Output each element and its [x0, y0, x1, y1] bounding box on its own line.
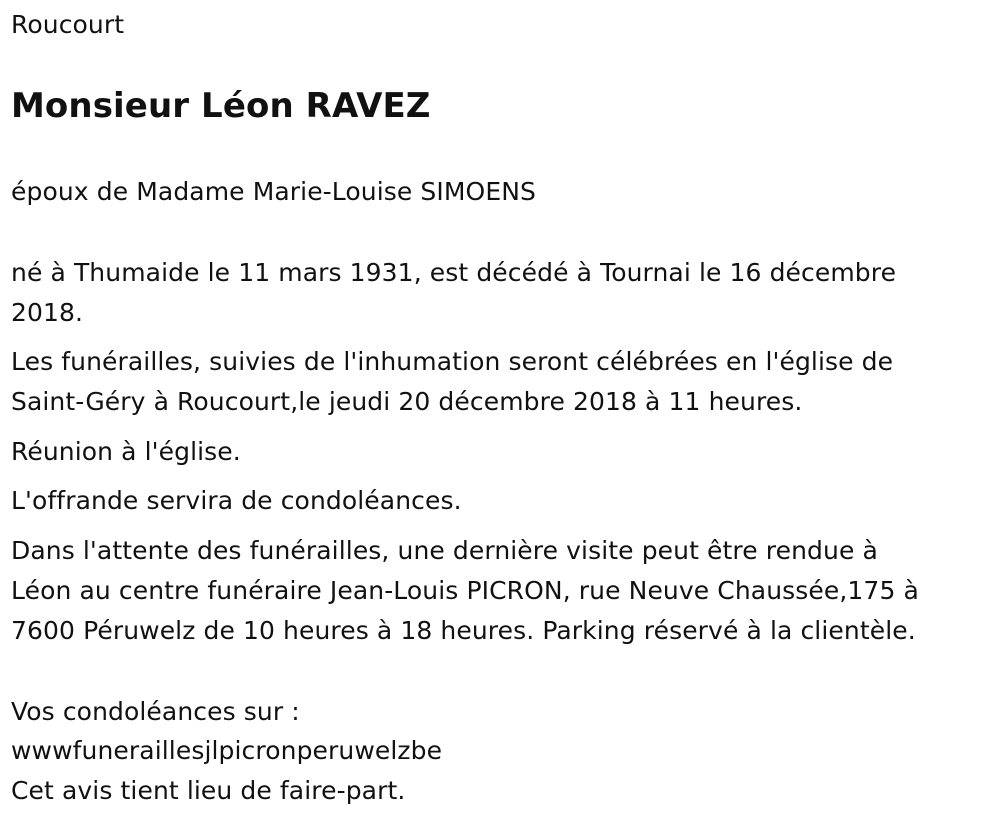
visit-line-1: Dans l'attente des funérailles, une dernière visite peut être rendue à: [11, 536, 878, 565]
visit-line-2: Léon au centre funéraire Jean-Louis PICRON, rue Neuve Chaussée,175 à: [11, 576, 919, 605]
notice-text: Cet avis tient lieu de faire-part.: [11, 776, 406, 805]
spouse-text: époux de Madame Marie-Louise SIMOENS: [11, 177, 536, 206]
funeral-line-1: Les funérailles, suivies de l'inhumation seront célébrées en l'église de: [11, 347, 894, 376]
condolences-label: Vos condoléances sur :: [11, 697, 300, 726]
location-text: Roucourt: [11, 10, 125, 39]
funeral-line-2: Saint-Géry à Roucourt,le jeudi 20 décembre 2018 à 11 heures.: [11, 387, 803, 416]
visit-line-3: 7600 Péruwelz de 10 heures à 18 heures. Parking réservé à la clientèle.: [11, 616, 916, 645]
condolences-site: wwwfuneraillesjlpicronperuwelzbe: [11, 736, 443, 765]
offering-text: L'offrande servira de condoléances.: [11, 486, 462, 515]
birth-death-line-1: né à Thumaide le 11 mars 1931, est décédé à Tournai le 16 décembre: [11, 258, 897, 287]
birth-death-line-2: 2018.: [11, 298, 84, 327]
reunion-text: Réunion à l'église.: [11, 437, 241, 466]
deceased-name: Monsieur Léon RAVEZ: [11, 86, 431, 126]
